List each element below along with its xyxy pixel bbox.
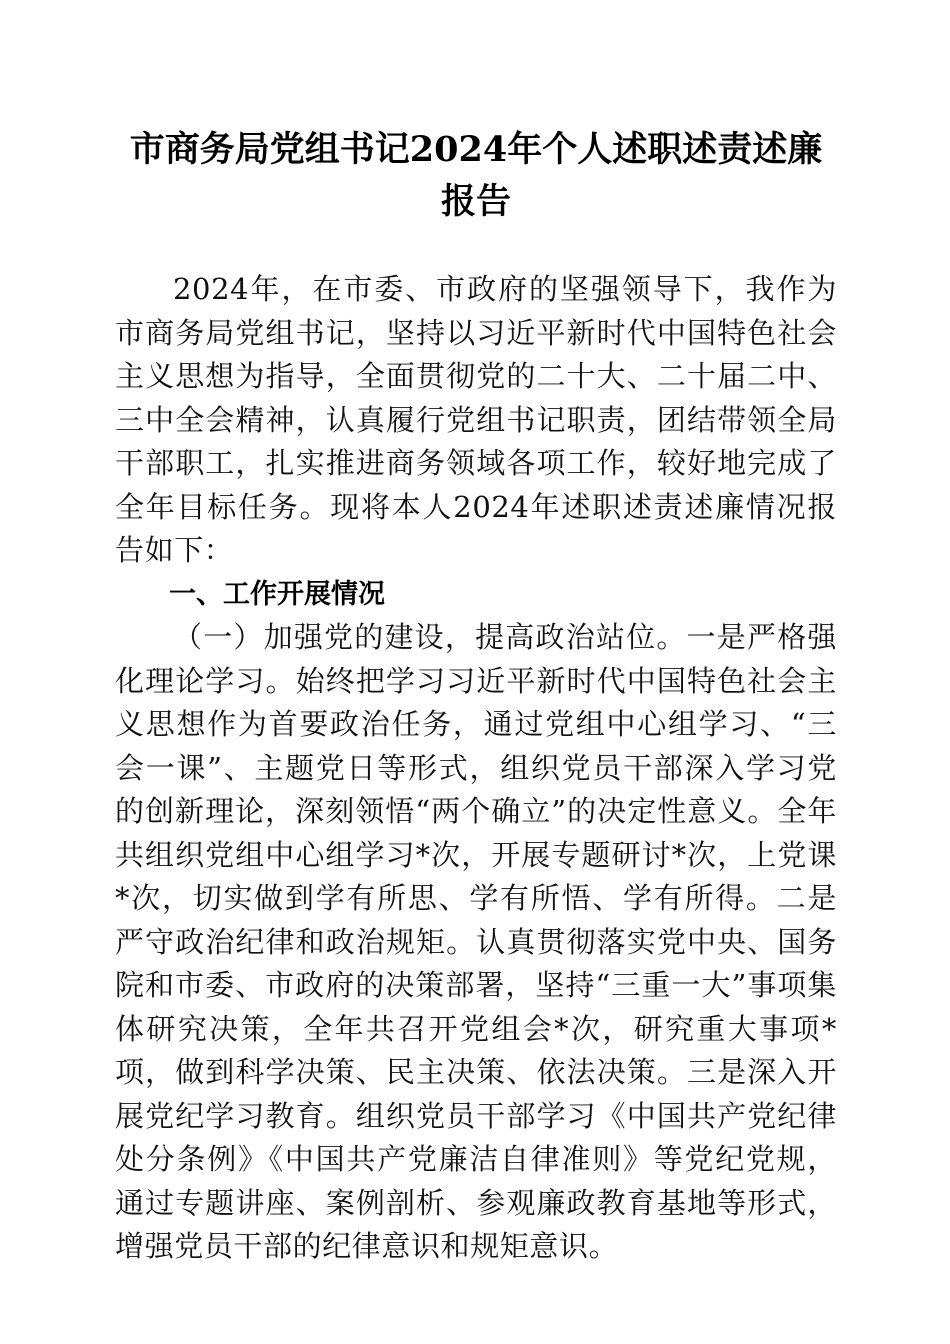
paragraph-intro: 2024年，在市委、市政府的坚强领导下，我作为市商务局党组书记，坚持以习近平新时代中国特色社会主义思想为指导，全面贯彻党的二十大、二十届二中、三中全会精神，认真履行党组书记职责，团结带领全局干部职工，扎实推进商务领域各项工作，较好地完成了全年目标任务。现将本人2024年述职述责述廉情况报告如下： — [115, 272, 837, 567]
page-title-line-2: 报告 — [440, 181, 511, 222]
document-body — [115, 0, 837, 1269]
section-heading-work-progress: 一、工作开展情况 — [169, 578, 385, 610]
page-title-line-1: 市商务局党组书记2024年个人述职述责述廉 — [129, 129, 823, 170]
page-title — [115, 0, 837, 228]
paragraph-party-building: （一）加强党的建设，提高政治站位。一是严格强化理论学习。始终把学习习近平新时代中国特色社会主义思想作为首要政治任务，通过党组中心组学习、“三会一课”、主题党日等形式，组织党员干部深入学习党的创新理论，深刻领悟“两个确立”的决定性意义。全年共组织党组中心组学习*次，开展专题研讨*次，上党课*次，切实做到学有所思、学有所悟、学有所得。二是严守政治纪律和政治规矩。认真贯彻落实党中央、国务院和市委、市政府的决策部署，坚持“三重一大”事项集体研究决策，全年共召开党组会*次，研究重大事项*项，做到科学决策、民主决策、依法决策。三是深入开展党纪学习教育。组织党员干部学习《中国共产党纪律处分条例》《中国共产党廉洁自律准则》等党纪党规，通过专题讲座、案例剖析、参观廉政教育基地等形式，增强党员干部的纪律意识和规矩意识。 — [115, 620, 837, 1263]
